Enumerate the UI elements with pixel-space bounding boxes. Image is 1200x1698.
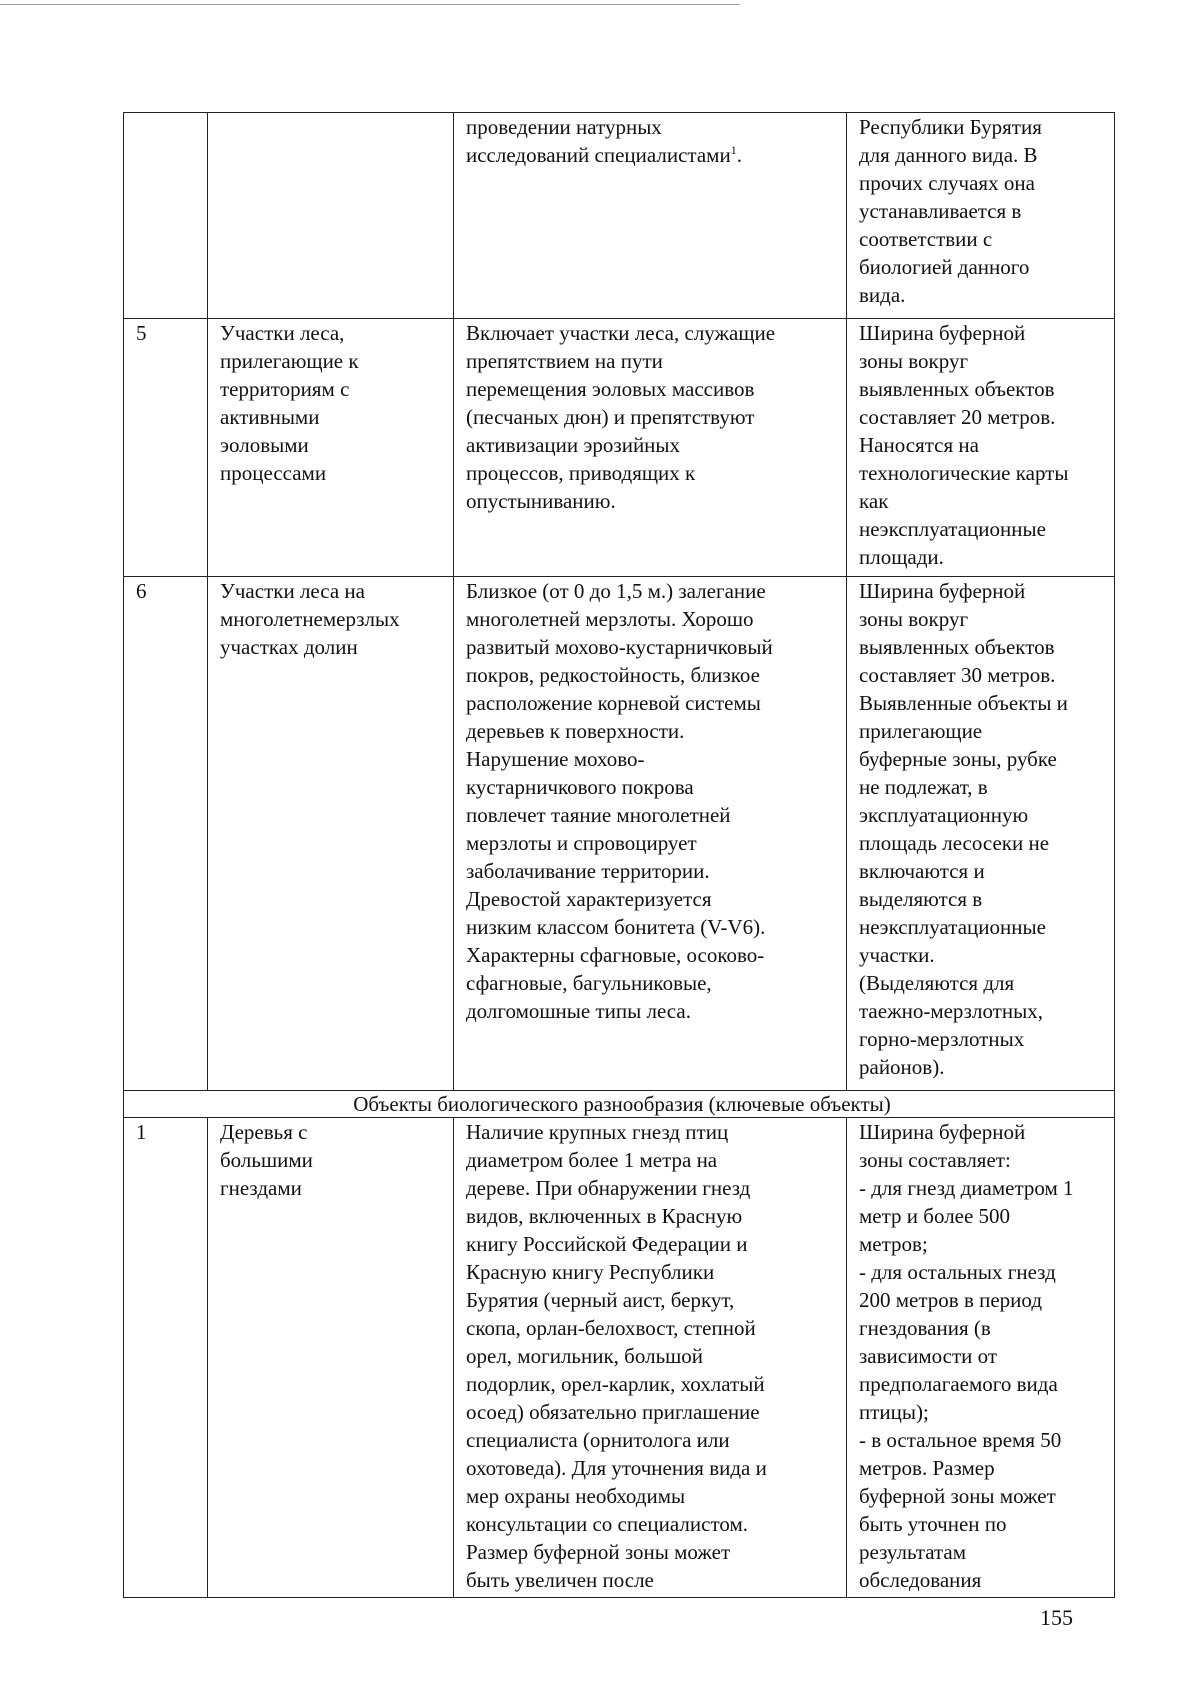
cell-line: прилегающие xyxy=(859,719,983,743)
cell-line: Нарушение мохово- xyxy=(466,747,645,771)
buffer-zone-cell xyxy=(847,577,1115,1091)
cell-line: быть увеличен после xyxy=(466,1568,654,1592)
cell-line: - для гнезд диаметром 1 xyxy=(859,1176,1074,1200)
cell-line: Ширина буферной xyxy=(859,321,1026,345)
cell-line: Республики Бурятия xyxy=(859,115,1042,139)
cell-line: птицы); xyxy=(859,1400,929,1424)
cell-line: видов, включенных в Красную xyxy=(466,1204,743,1228)
description-cell xyxy=(454,1118,847,1598)
cell-line: мерзлоты и спровоцирует xyxy=(466,831,697,855)
object-name-cell xyxy=(208,577,454,1091)
cell-line: - для остальных гнезд xyxy=(859,1260,1056,1284)
cell-line: площадь лесосеки не xyxy=(859,831,1050,855)
cell-line: территориям с xyxy=(220,377,350,401)
cell-line: прилегающие к xyxy=(220,349,359,373)
cell-line: охотоведа). Для уточнения вида и xyxy=(466,1456,767,1480)
object-name-cell xyxy=(208,113,454,319)
cell-line: Ширина буферной xyxy=(859,1120,1026,1144)
table-row-5 xyxy=(124,319,1115,577)
cell-line: биологией данного xyxy=(859,255,1030,279)
object-name-cell xyxy=(208,319,454,577)
description-line-text: исследований специалистами xyxy=(466,143,731,167)
cell-line: осоед) обязательно приглашение xyxy=(466,1400,760,1424)
description-cell xyxy=(454,319,847,577)
cell-line: консультации со специалистом. xyxy=(466,1512,748,1536)
cell-line: мер охраны необходимы xyxy=(466,1484,686,1508)
cell-line: Деревья с xyxy=(220,1120,308,1144)
cell-line: выявленных объектов xyxy=(859,635,1055,659)
cell-line: препятствием на пути xyxy=(466,349,663,373)
cell-line: не подлежат, в xyxy=(859,775,988,799)
cell-line: долгомошные типы леса. xyxy=(466,999,691,1023)
row-number-cell: 1 xyxy=(124,1118,208,1598)
cell-line: перемещения эоловых массивов xyxy=(466,377,755,401)
section-heading-row xyxy=(124,1091,1115,1118)
description-period: . xyxy=(736,143,742,167)
cell-line: кустарничкового покрова xyxy=(466,775,694,799)
cell-line: подорлик, орел-карлик, хохлатый xyxy=(466,1372,765,1396)
table-row-1 xyxy=(124,1118,1115,1598)
footnote-mark: 1 xyxy=(730,143,737,157)
cell-line: скопа, орлан-белохвост, степной xyxy=(466,1316,756,1340)
buffer-zone-table xyxy=(123,112,1115,1598)
cell-line: вида. xyxy=(859,283,906,307)
cell-line: выделяются в xyxy=(859,887,983,911)
cell-line: повлечет таяние многолетней xyxy=(466,803,731,827)
cell-line: площади. xyxy=(859,545,944,569)
cell-line: буферные зоны, рубке xyxy=(859,747,1057,771)
cell-line: многолетней мерзлоты. Хорошо xyxy=(466,607,754,631)
row-number-cell xyxy=(124,113,208,319)
cell-line: Размер буферной зоны может xyxy=(466,1540,731,1564)
cell-line: устанавливается в xyxy=(859,199,1022,223)
cell-line: включаются и xyxy=(859,859,985,883)
cell-line: большими xyxy=(220,1148,313,1172)
table-row-6 xyxy=(124,577,1115,1091)
cell-line: составляет 30 метров. xyxy=(859,663,1056,687)
description-line xyxy=(466,141,840,169)
cell-line: развитый мохово-кустарничковый xyxy=(466,635,773,659)
buffer-zone-cell xyxy=(847,113,1115,319)
cell-line: диаметром более 1 метра на xyxy=(466,1148,718,1172)
cell-line: (песчаных дюн) и препятствуют xyxy=(466,405,755,429)
cell-line: прочих случаях она xyxy=(859,171,1035,195)
cell-line: метров; xyxy=(859,1232,928,1256)
cell-line: Близкое (от 0 до 1,5 м.) залегание xyxy=(466,579,766,603)
cell-line: горно-мерзлотных xyxy=(859,1027,1025,1051)
cell-line: дереве. При обнаружении гнезд xyxy=(466,1176,751,1200)
cell-line: участках долин xyxy=(220,635,358,659)
buffer-zone-cell xyxy=(847,1118,1115,1598)
cell-line: Включает участки леса, служащие xyxy=(466,321,776,345)
cell-line: орел, могильник, большой xyxy=(466,1344,704,1368)
cell-line: неэксплуатационные xyxy=(859,915,1046,939)
cell-line: метров. Размер xyxy=(859,1456,995,1480)
cell-line: Наличие крупных гнезд птиц xyxy=(466,1120,729,1144)
cell-line: предполагаемого вида xyxy=(859,1372,1058,1396)
object-name-cell xyxy=(208,1118,454,1598)
cell-line: составляет 20 метров. xyxy=(859,405,1056,429)
cell-line: гнездами xyxy=(220,1176,302,1200)
cell-line: Ширина буферной xyxy=(859,579,1026,603)
cell-line: процессами xyxy=(220,461,327,485)
cell-line: многолетнемерзлых xyxy=(220,607,400,631)
cell-line: Красную книгу Республики xyxy=(466,1260,715,1284)
scan-top-rule xyxy=(0,4,740,5)
cell-line: выявленных объектов xyxy=(859,377,1055,401)
cell-line: расположение корневой системы xyxy=(466,691,761,715)
cell-line: Характерны сфагновые, осоково- xyxy=(466,943,765,967)
cell-line: покров, редкостойность, близкое xyxy=(466,663,760,687)
cell-line: Бурятия (черный аист, беркут, xyxy=(466,1288,735,1312)
cell-line: зоны составляет: xyxy=(859,1148,1011,1172)
page-number: 155 xyxy=(1040,1605,1073,1630)
cell-line: Древостой характеризуется xyxy=(466,887,712,911)
cell-line: активными xyxy=(220,405,320,429)
cell-line: зоны вокруг xyxy=(859,349,969,373)
cell-line: (Выделяются для xyxy=(859,971,1015,995)
cell-line: буферной зоны может xyxy=(859,1484,1056,1508)
cell-line: гнездования (в xyxy=(859,1316,991,1340)
cell-line: соответствии с xyxy=(859,227,993,251)
row-number-cell: 6 xyxy=(124,577,208,1091)
cell-line: Выявленные объекты и xyxy=(859,691,1068,715)
cell-line: эоловыми xyxy=(220,433,309,457)
table-row-continuation xyxy=(124,113,1115,319)
cell-line: опустыниванию. xyxy=(466,489,616,513)
cell-line: районов). xyxy=(859,1055,945,1079)
cell-line: низким классом бонитета (V-V6). xyxy=(466,915,766,939)
buffer-zone-cell xyxy=(847,319,1115,577)
cell-line: 200 метров в период xyxy=(859,1288,1043,1312)
cell-line: Участки леса, xyxy=(220,321,345,345)
cell-line: процессов, приводящих к xyxy=(466,461,696,485)
cell-line: эксплуатационную xyxy=(859,803,1029,827)
cell-line: как xyxy=(859,489,889,513)
cell-line: специалиста (орнитолога или xyxy=(466,1428,730,1452)
cell-line: активизации эрозийных xyxy=(466,433,681,457)
cell-line: деревьев к поверхности. xyxy=(466,719,685,743)
cell-line: зависимости от xyxy=(859,1344,998,1368)
cell-line: результатам xyxy=(859,1540,967,1564)
row-number-cell: 5 xyxy=(124,319,208,577)
cell-line: Наносятся на xyxy=(859,433,979,457)
cell-line: сфагновые, багульниковые, xyxy=(466,971,712,995)
description-cell xyxy=(454,577,847,1091)
cell-line: книгу Российской Федерации и xyxy=(466,1232,748,1256)
section-heading: Объекты биологического разнообразия (ключевые объекты) xyxy=(124,1091,1115,1118)
cell-line: заболачивание территории. xyxy=(466,859,710,883)
cell-line: Участки леса на xyxy=(220,579,365,603)
cell-line: неэксплуатационные xyxy=(859,517,1046,541)
cell-line: зоны вокруг xyxy=(859,607,969,631)
cell-line: участки. xyxy=(859,943,935,967)
cell-line: быть уточнен по xyxy=(859,1512,1007,1536)
cell-line: технологические карты xyxy=(859,461,1069,485)
cell-line: таежно-мерзлотных, xyxy=(859,999,1043,1023)
cell-line: - в остальное время 50 xyxy=(859,1428,1062,1452)
cell-line: метр и более 500 xyxy=(859,1204,1011,1228)
cell-line: для данного вида. В xyxy=(859,143,1038,167)
cell-line: обследования xyxy=(859,1568,982,1592)
description-cell xyxy=(454,113,847,319)
description-line: проведении натурных xyxy=(466,115,662,139)
